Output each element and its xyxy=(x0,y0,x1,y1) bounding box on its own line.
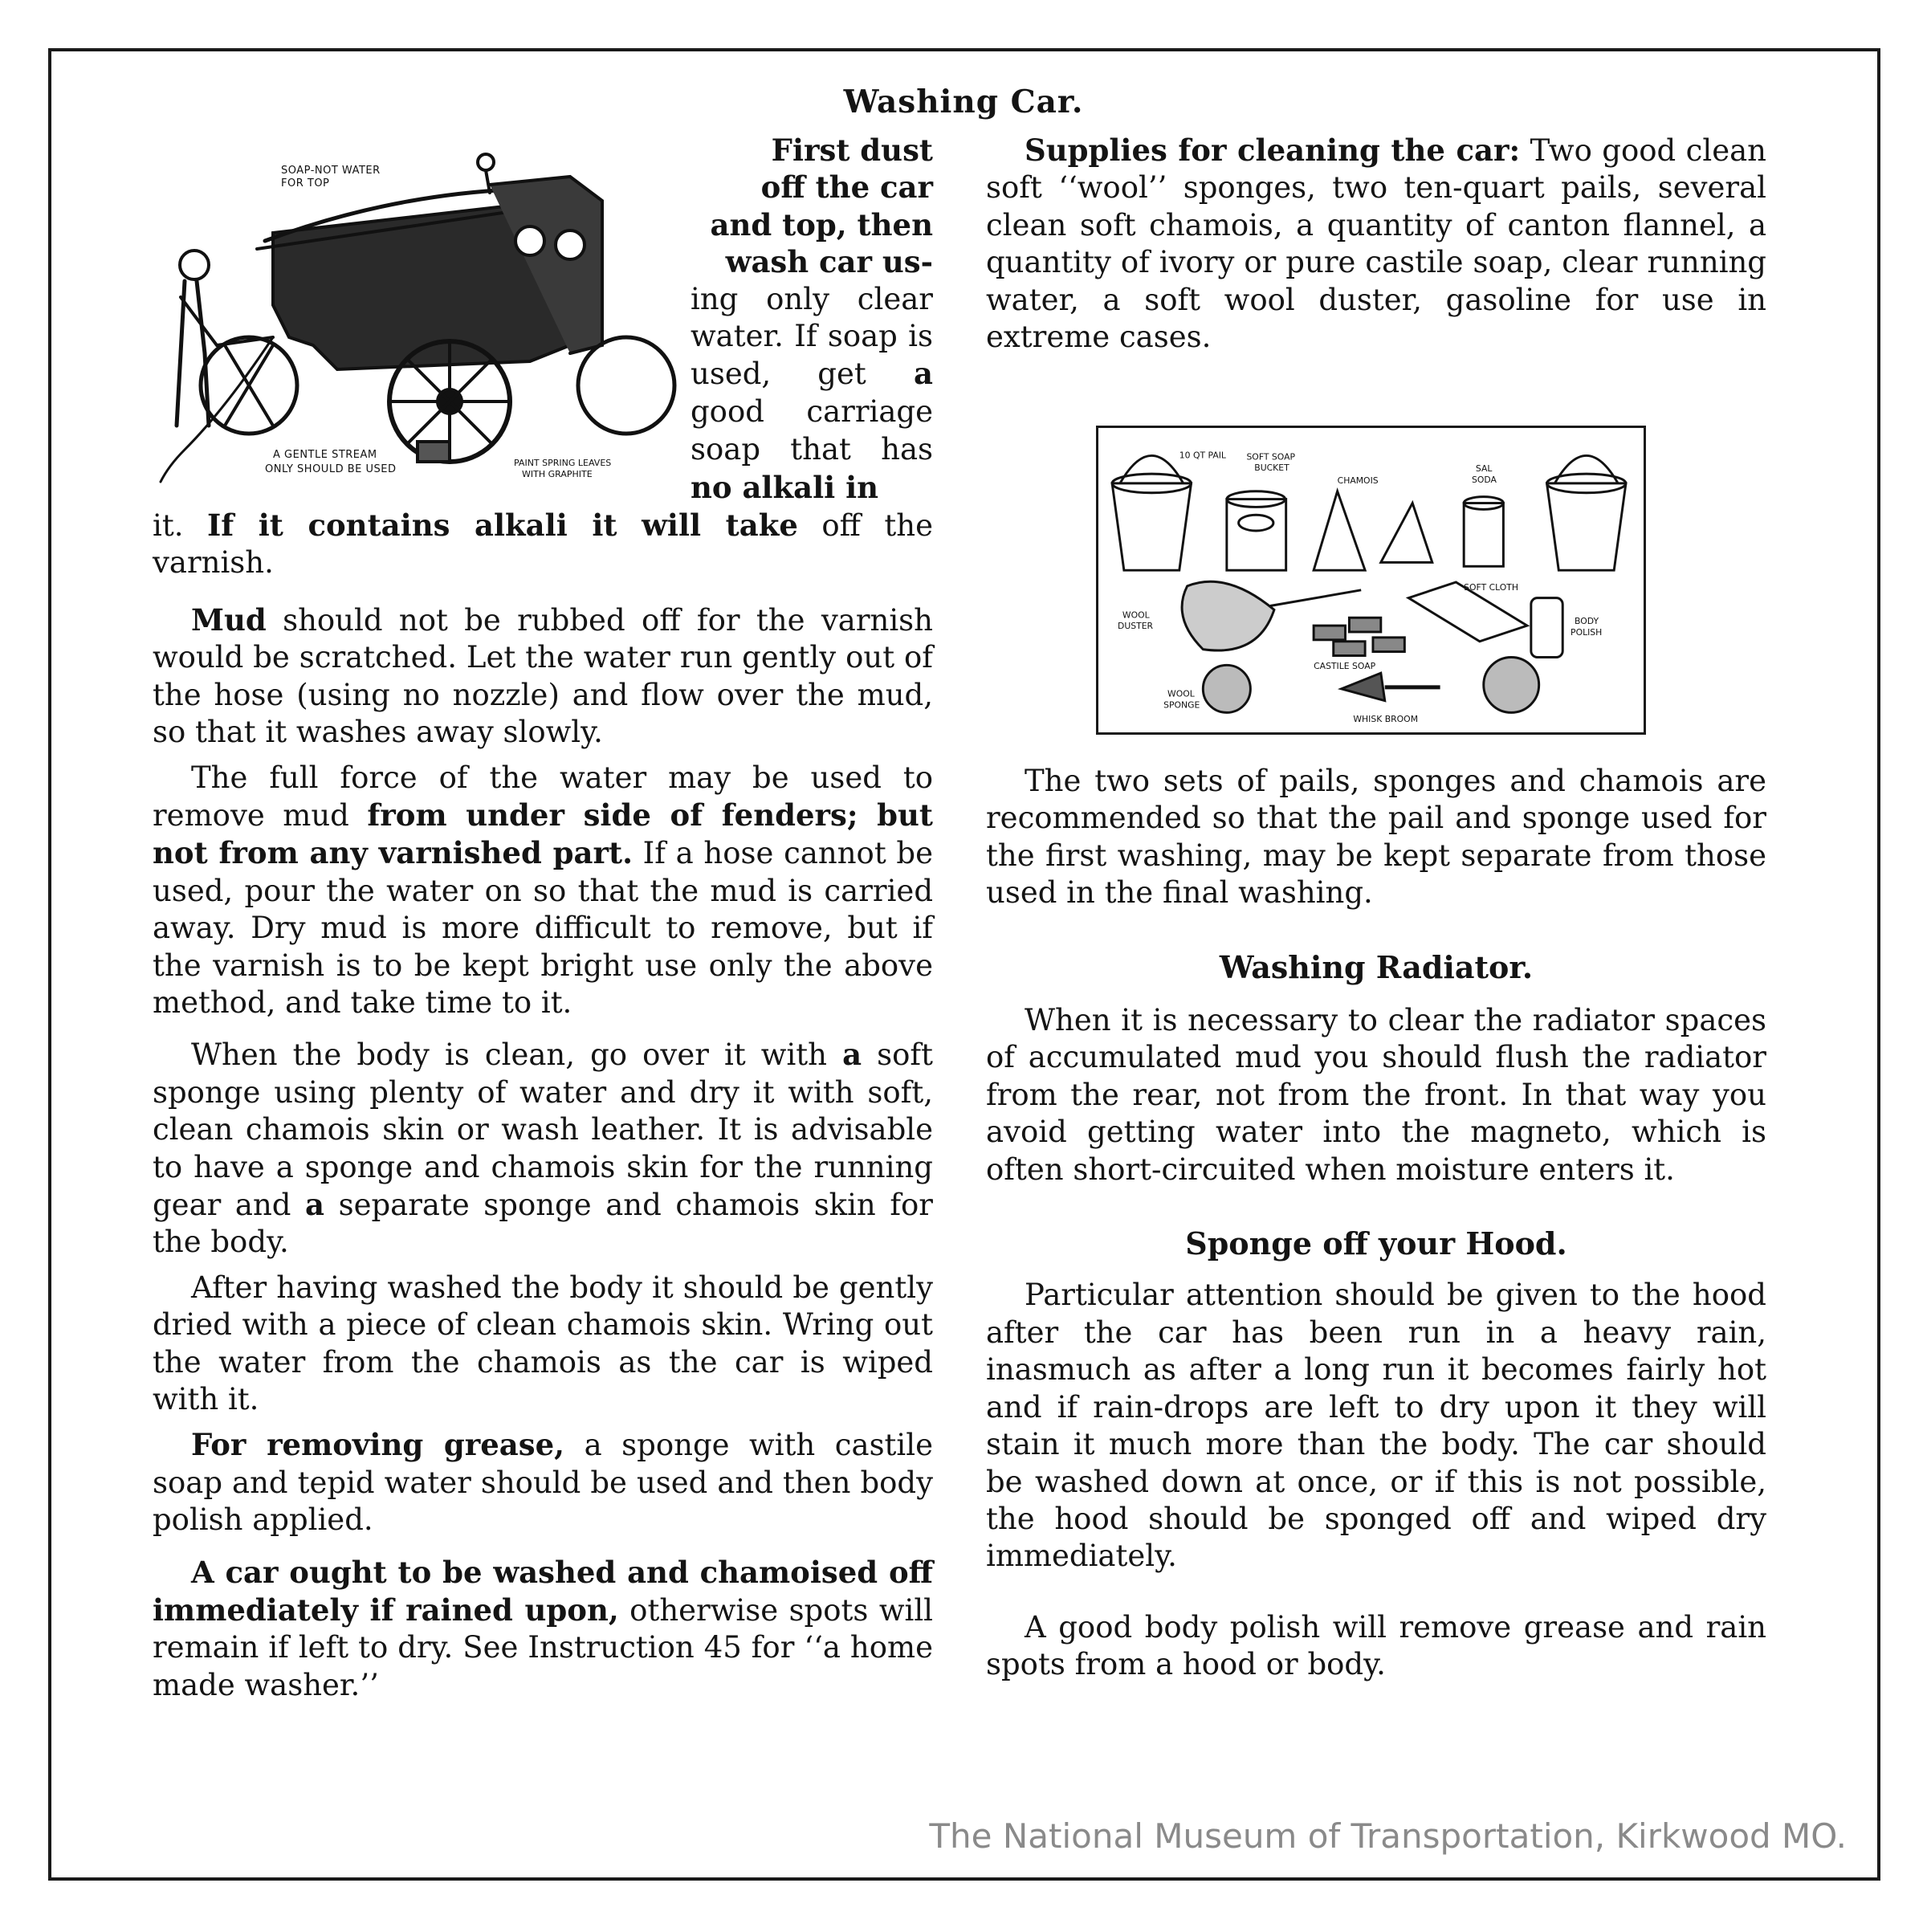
body-clean-bold-a1: a xyxy=(842,1037,862,1073)
intro-contains-alkali: If it contains alkali it will take xyxy=(206,507,798,544)
caption-soap-not-water: SOAP-NOT WATER xyxy=(281,165,381,177)
label-sponge: SPONGE xyxy=(1163,699,1200,711)
supplies-illustration xyxy=(1096,426,1646,735)
label-soda: SODA xyxy=(1472,474,1497,485)
heading-sponge-hood: Sponge off your Hood. xyxy=(1185,1225,1567,1262)
full-force-bold: from under side of fenders; but not from any varnished part. xyxy=(153,797,933,871)
label-soft-soap: SOFT SOAP xyxy=(1246,451,1296,463)
label-polish: POLISH xyxy=(1571,626,1603,638)
grease-text: a sponge with castile soap and tepid water should be used and then body polish applied. xyxy=(153,1428,933,1538)
paragraph-hood: Particular attention should be given to the hood after the car has been run in a heavy rain, inasmuch as after a long run it becomes fairly hot and if rain-drops are left to dry upon it they will stain it much more than the body. The car should be washed down at once, or if this is not possible, the hood should be sponged off and wiped dry immediately. xyxy=(986,1278,1766,1574)
label-duster: DUSTER xyxy=(1117,621,1154,632)
intro-text-a: ing only clear water. If soap is used, get xyxy=(691,281,933,392)
left-column xyxy=(153,132,933,1704)
paragraph-body-clean xyxy=(153,1036,933,1261)
paragraph-mud xyxy=(153,601,933,752)
intro-line-4: wash car us- xyxy=(725,244,933,280)
label-bucket: BUCKET xyxy=(1254,463,1289,474)
caption-gentle-stream: A GENTLE STREAM xyxy=(273,449,377,461)
grease-bold: For removing grease, xyxy=(191,1427,565,1463)
paragraph-full-force xyxy=(153,760,933,1022)
intro-line-3: and top, then xyxy=(710,206,933,243)
label-soft-cloth: SOFT CLOTH xyxy=(1464,581,1519,593)
intro-end: off the varnish. xyxy=(153,508,934,581)
body-clean-text-b: soft sponge using plenty of water and dry it with soft, clean chamois skin or wash leather. It is advisable to have a sponge and chamois skin for the running gear and xyxy=(153,1037,933,1222)
supplies-text: Two good clean soft ‘‘wool’’ sponges, two ten-quart pails, several clean soft chamois, a quantity of canton flannel, a quantity of ivory or pure castile soap, clear running water, a soft wool duster, gasoline for use in extreme cases. xyxy=(986,133,1766,355)
museum-watermark: The National Museum of Transportation, Kirkwood MO. xyxy=(929,1816,1847,1856)
body-clean-text-a: When the body is clean, go over it with xyxy=(191,1037,843,1073)
caption-only-should-be-used: ONLY SHOULD BE USED xyxy=(265,463,397,475)
label-wool: WOOL xyxy=(1122,609,1150,621)
caption-paint-spring-leaves: PAINT SPRING LEAVES xyxy=(514,458,612,468)
intro-text-b: good carriage soap that has xyxy=(691,393,933,467)
paragraph-rained-upon xyxy=(153,1554,933,1705)
label-10-qt-pail: 10 QT PAIL xyxy=(1179,450,1226,461)
paragraph-body-polish: A good body polish will remove grease and rain spots from a hood or body. xyxy=(986,1609,1766,1682)
intro-text-a-bold: a xyxy=(866,356,934,392)
right-column-bottom xyxy=(986,763,1766,1684)
label-chamois: CHAMOIS xyxy=(1337,475,1379,486)
caption-with-graphite: WITH GRAPHITE xyxy=(522,469,593,479)
intro-continued xyxy=(153,281,933,507)
right-column-top xyxy=(986,132,1766,356)
mud-bold: Mud xyxy=(191,601,267,638)
paragraph-pails: The two sets of pails, sponges and chamois are recommended so that the pail and sponge used for the first washing, may be kept separate from those used in the final washing. xyxy=(986,764,1766,911)
paragraph-radiator: When it is necessary to clear the radiator spaces of accumulated mud you should flush the radiator from the rear, not from the front. In that way you avoid getting water into the magneto, which is often short-circuited when moisture enters it. xyxy=(986,1003,1766,1187)
intro-final xyxy=(153,507,933,582)
caption-for-top: FOR TOP xyxy=(281,177,330,190)
paragraph-removing-grease xyxy=(153,1426,933,1539)
intro-it: it. xyxy=(153,508,207,544)
body-clean-text-c: separate sponge and chamois skin for the body. xyxy=(153,1187,933,1260)
label-wool-2: WOOL xyxy=(1167,688,1195,699)
intro-text-no-alkali: no alkali in xyxy=(691,469,879,505)
paragraph-after-washing: After having washed the body it should be gently dried with a piece of clean chamois skin. Wring out the water from the chamois as the car is wiped with it. xyxy=(153,1270,933,1416)
label-castile-soap: CASTILE SOAP xyxy=(1314,661,1376,672)
full-force-text-b: If a hose cannot be used, pour the water on so that the mud is carried away. Dry mud is more difficult to remove, but if the varnish is to be kept bright use only the above method, and take time to it. xyxy=(153,836,933,1020)
heading-washing-radiator: Washing Radiator. xyxy=(1219,948,1534,985)
intro-line-2: off the car xyxy=(760,169,933,206)
rained-bold: A car ought to be washed and chamoised off immediately if rained upon, xyxy=(153,1554,933,1628)
rained-text: otherwise spots will remain if left to dry. See Instruction 45 for ‘‘a home made washer.’’ xyxy=(153,1593,933,1702)
page-title: Washing Car. xyxy=(843,84,1084,120)
intro-line-1: First dust xyxy=(771,132,933,168)
supplies-bold: Supplies for cleaning the car: xyxy=(1025,132,1521,168)
label-sal: SAL xyxy=(1475,463,1493,475)
body-clean-bold-a2: a xyxy=(305,1186,325,1222)
paragraph-supplies xyxy=(986,132,1766,356)
full-force-text-a: The full force of the water may be used to remove mud xyxy=(153,760,933,833)
mud-text: should not be rubbed off for the varnish would be scratched. Let the water run gently out of the hose (using no nozzle) and flow over the mud, so that it washes away slowly. xyxy=(153,602,933,750)
label-whisk-broom: WHISK BROOM xyxy=(1353,714,1419,725)
label-body: BODY xyxy=(1574,616,1599,627)
